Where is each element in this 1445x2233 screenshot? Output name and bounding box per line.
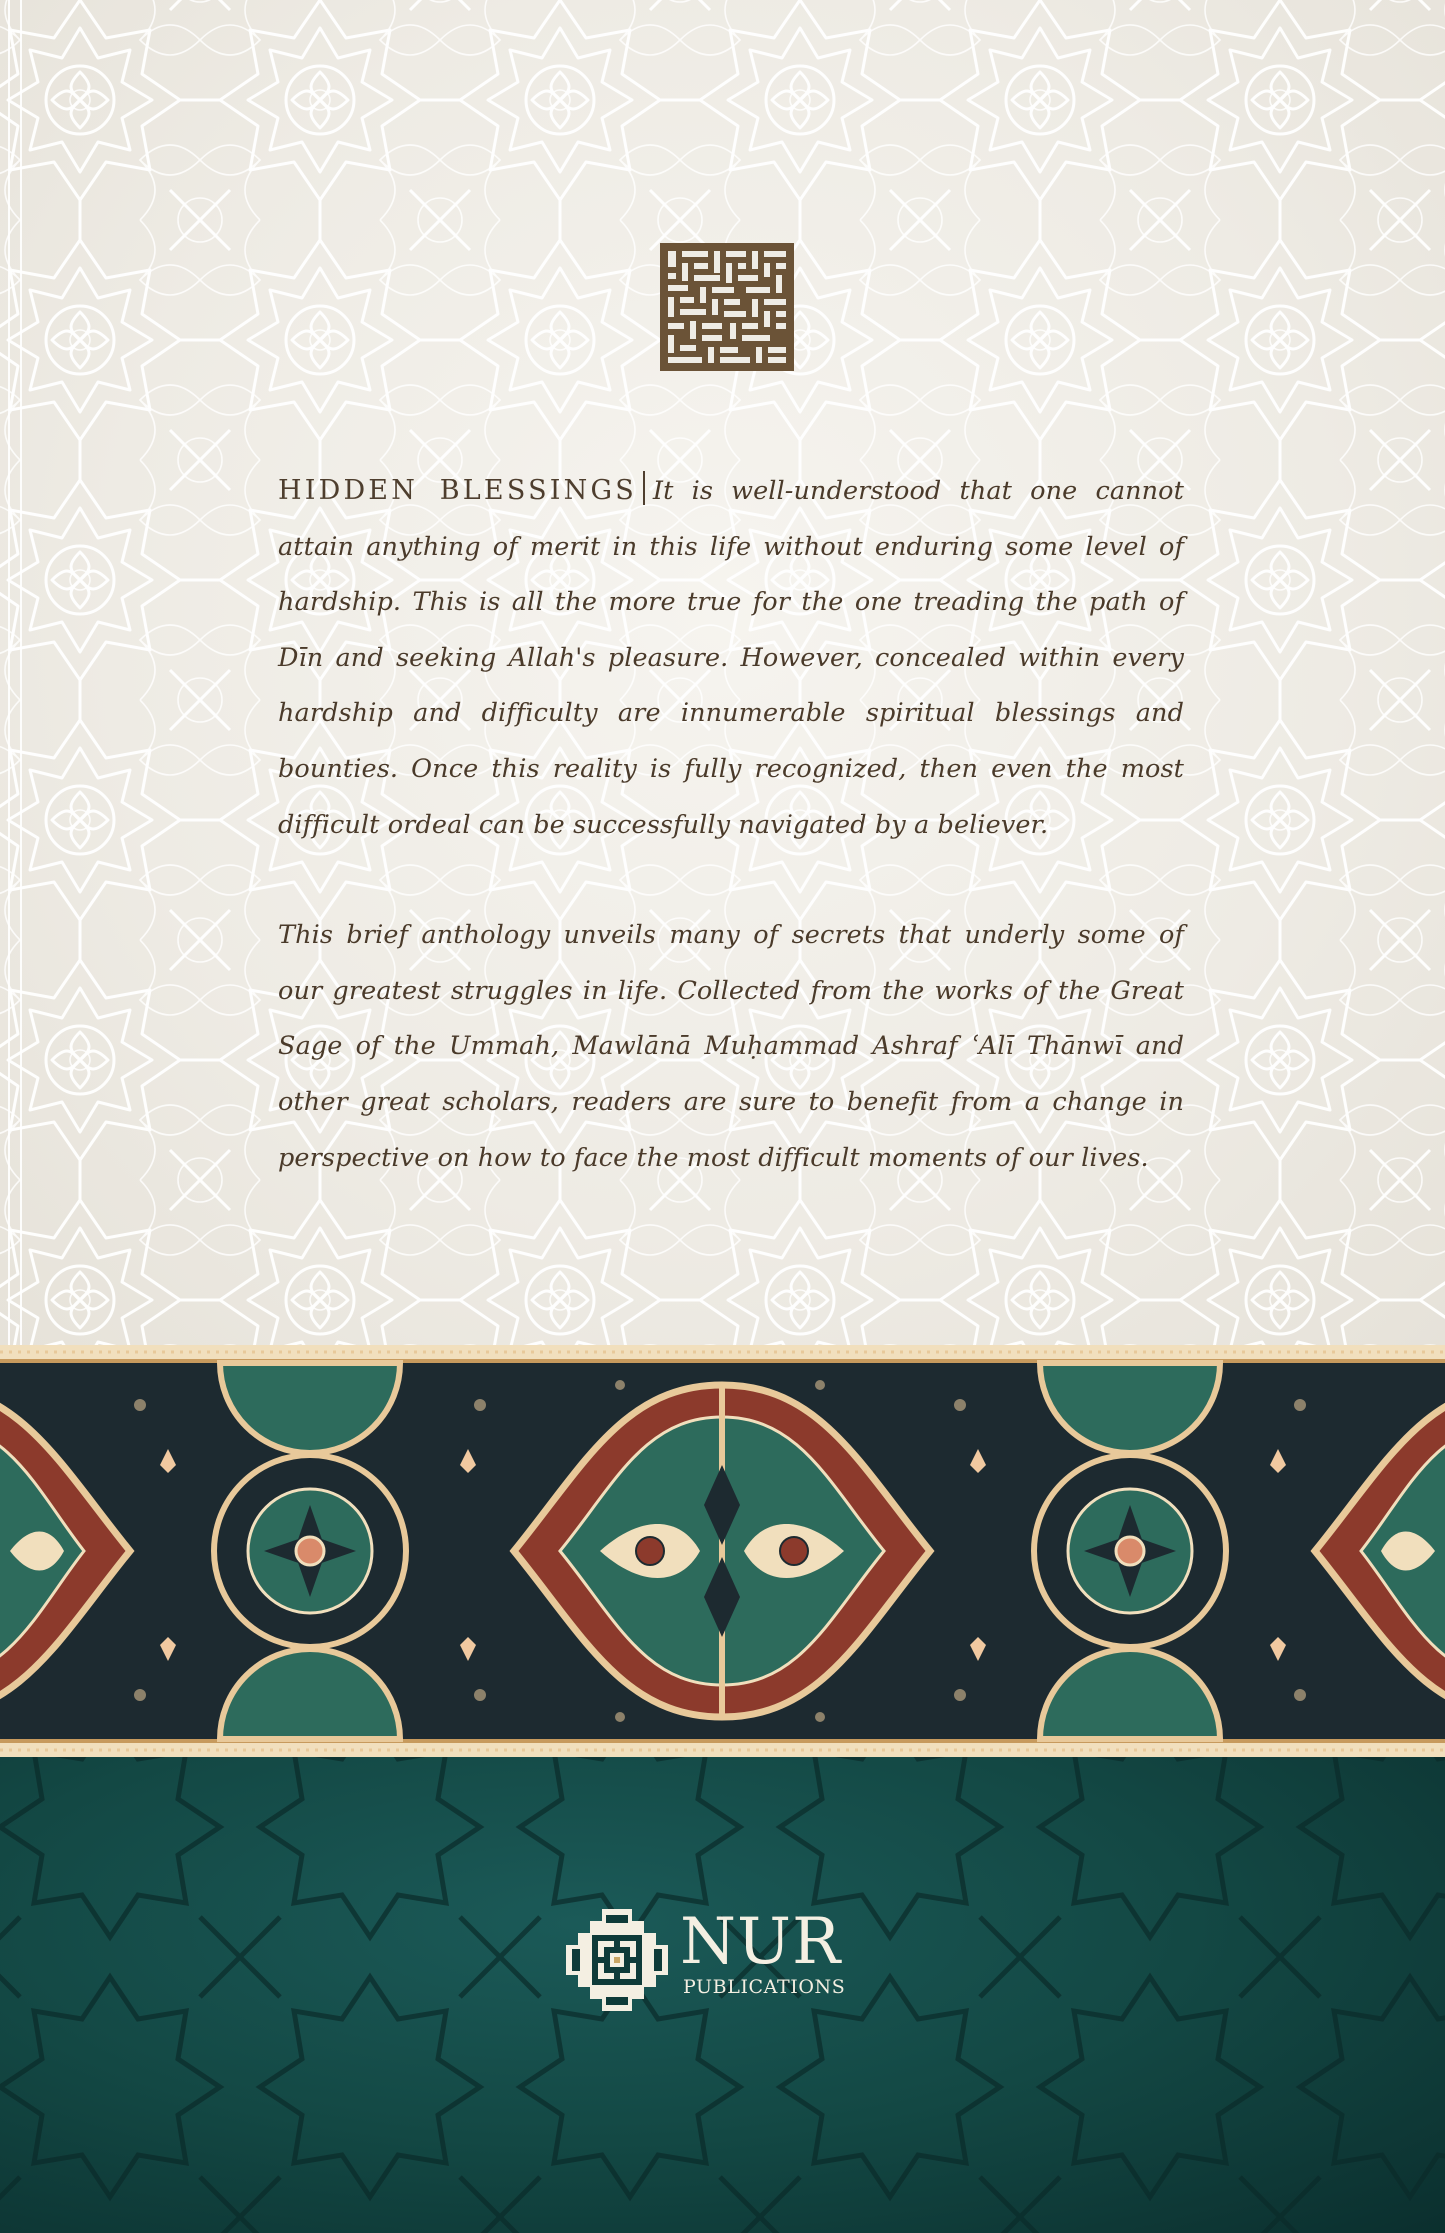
ornamental-band [0, 1345, 1445, 1757]
spine-line-outer [8, 0, 10, 1345]
square-kufic-calligraphy-icon [660, 243, 794, 371]
book-title-heading: HIDDEN BLESSINGS [278, 475, 637, 506]
lead-text: It is well-understood that one cannot attain anything of merit in this life without enduring some level of hardship. This is all the more true for the one treading the path of Dīn and seeking Allah's pleasure. However, concealed within every hardship and difficulty are innumerable spiritual blessings and bounties. Once this reality is fully recognized, then even the most difficult ordeal can be successfully navigated by a believer. [278, 476, 1184, 840]
second-paragraph: This brief anthology unveils many of secrets that underly some of our greatest struggles in life. Collected from the works of the Great Sage of the Ummah, Mawlānā Muḥammad Ashraf ʿAlī Thānwī and other great scholars, readers are sure to benefit from a change in perspective on how to face the most difficult moments of our lives. [278, 920, 1184, 1173]
spine-line-inner [20, 0, 22, 1345]
kufic-knot-logo-icon [562, 1905, 672, 2015]
publisher-name: NUR [680, 1905, 842, 1979]
publisher-logo [562, 1905, 892, 2015]
back-cover-description [278, 463, 1184, 1186]
first-paragraph [278, 463, 1184, 853]
publisher-subtitle: PUBLICATIONS [683, 1976, 846, 1998]
arabesque-ornament [0, 1345, 1445, 1757]
title-divider [643, 471, 645, 505]
